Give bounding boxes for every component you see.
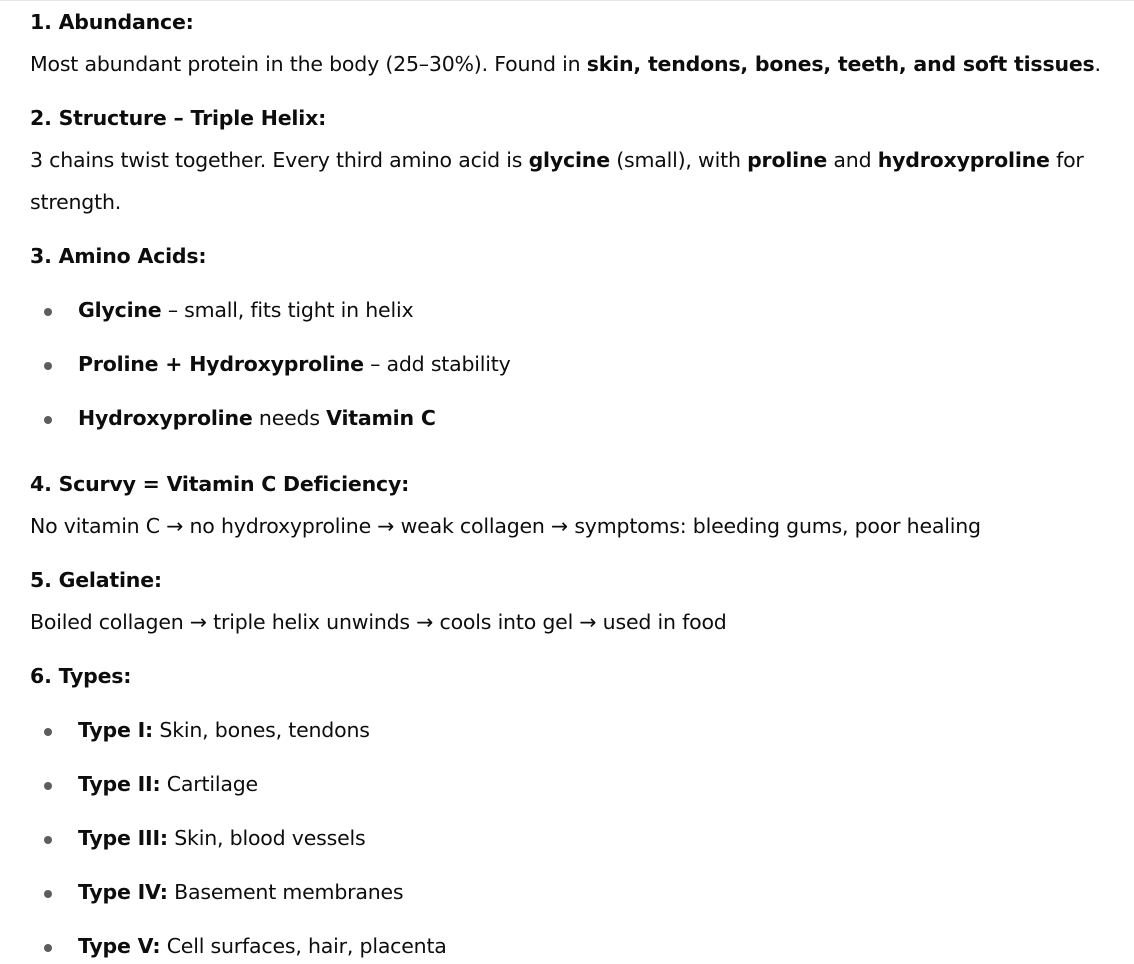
bullet-icon [44,782,52,790]
bullet-icon [44,728,52,736]
section-heading-abundance: 1. Abundance: [30,10,194,34]
section-body-structure-line2: strength. [30,190,122,214]
section-heading-types: 6. Types: [30,664,132,688]
section-body-abundance: Most abundant protein in the body (25–30%). Found in skin, tendons, bones, teeth, and soft tissues. [30,52,1101,76]
section-body-structure: 3 chains twist together. Every third amino acid is glycine (small), with proline and hydroxyproline for [30,148,1084,172]
section-body-gelatine: Boiled collagen → triple helix unwinds → cools into gel → used in food [30,610,727,634]
bullet-icon [44,890,52,898]
bullet-icon [44,308,52,316]
section-heading-scurvy: 4. Scurvy = Vitamin C Deficiency: [30,472,410,496]
bullet-icon [44,362,52,370]
bullet-icon [44,944,52,952]
section-heading-gelatine: 5. Gelatine: [30,568,162,592]
bullet-icon [44,416,52,424]
bullet-icon [44,836,52,844]
section-heading-amino-acids: 3. Amino Acids: [30,244,207,268]
section-heading-structure: 2. Structure – Triple Helix: [30,106,327,130]
section-body-scurvy: No vitamin C → no hydroxyproline → weak collagen → symptoms: bleeding gums, poor healing [30,514,981,538]
top-divider [0,0,1134,1]
